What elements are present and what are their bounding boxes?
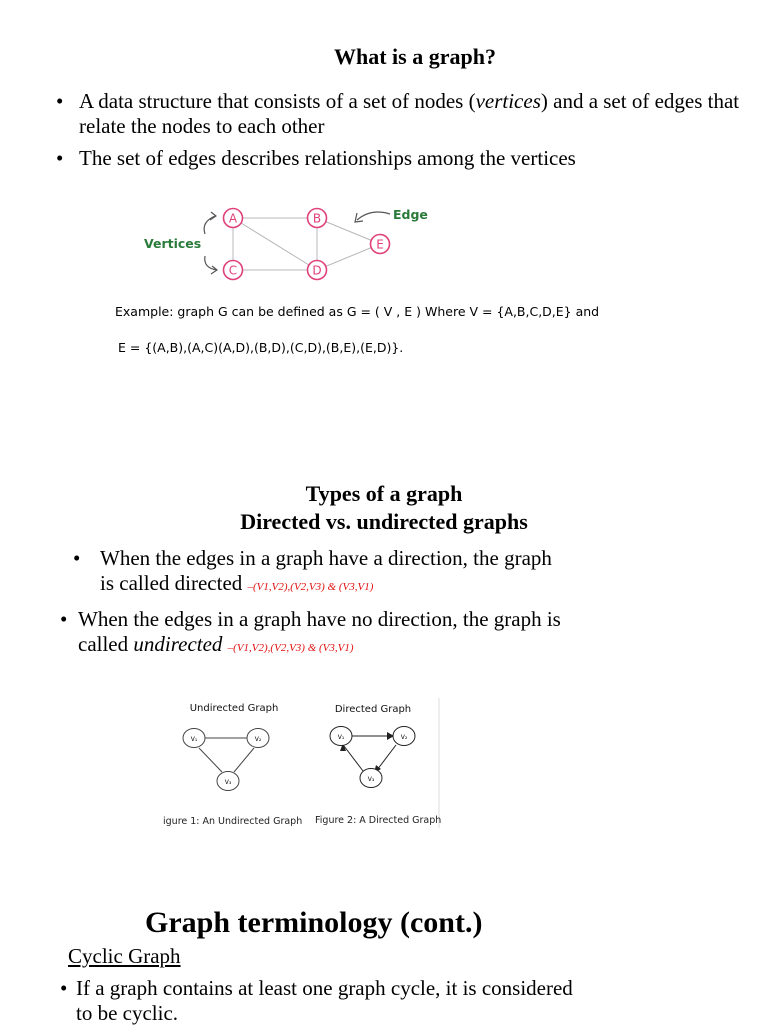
bullet-dot: • <box>60 607 68 631</box>
bullet-edges-text: The set of edges describes relationships among the vertices <box>79 146 576 170</box>
undirected-graph-title: Undirected Graph <box>189 703 279 714</box>
d-edge-v3-v1 <box>344 746 363 771</box>
arrowhead-icon <box>210 212 216 220</box>
bullet-undirected-pre: called <box>78 632 129 656</box>
svg-text:V₃: V₃ <box>367 776 375 783</box>
bullet-definition-italic: vertices <box>475 89 541 113</box>
bullet-dot: • <box>56 89 64 113</box>
u-node-v1 <box>183 729 205 748</box>
bullet-dot: • <box>60 976 68 1000</box>
svg-text:B: B <box>312 211 322 226</box>
node-c <box>224 261 243 280</box>
example-definition-line2: E = {(A,B),(A,C)(A,D),(B,D),(C,D),(B,E),(E,D)}. <box>118 340 404 355</box>
svg-text:V₁: V₁ <box>190 736 198 743</box>
u-edge-v1-v3 <box>199 748 222 772</box>
figure2-caption: Figure 2: A Directed Graph <box>315 815 442 826</box>
graph-edges <box>233 218 380 270</box>
svg-text:D: D <box>312 263 322 278</box>
bullet-directed-line2: is called directed <box>100 571 243 595</box>
d-node-v1 <box>330 727 352 746</box>
vertices-arrow-top <box>204 216 215 234</box>
d-node-v3 <box>360 769 382 788</box>
types-subtitle: Directed vs. undirected graphs <box>240 509 528 534</box>
figure1-caption: igure 1: An Undirected Graph <box>163 816 303 827</box>
bullet-undirected-italic: undirected <box>133 632 223 656</box>
bullet-dot: • <box>73 546 81 570</box>
node-a <box>224 209 243 228</box>
edge-a-d <box>233 218 317 270</box>
bullet-undirected <box>60 607 638 661</box>
svg-text:V₂: V₂ <box>400 734 408 741</box>
svg-text:E: E <box>376 237 384 252</box>
node-b <box>308 209 327 228</box>
bullet-cyclic-line2: to be cyclic. <box>76 1001 179 1025</box>
svg-text:A: A <box>228 211 238 226</box>
bullet-definition-pre: A data structure that consists of a set of nodes ( <box>79 89 476 113</box>
directed-note: –(V1,V2),(V2,V3) & (V3,V1) <box>247 581 374 593</box>
edge-label: Edge <box>393 207 428 222</box>
svg-text:V₃: V₃ <box>224 779 232 786</box>
bullet-dot: • <box>56 146 64 170</box>
types-title: Types of a graph <box>305 481 463 506</box>
u-node-v3 <box>217 772 239 791</box>
bullet-cyclic-line1: If a graph contains at least one graph cycle, it is considered <box>76 976 573 1000</box>
arrowhead-icon <box>355 213 363 222</box>
directed-graph-title: Directed Graph <box>334 704 412 715</box>
node-e <box>371 235 390 254</box>
u-node-v2 <box>247 729 269 748</box>
bullet-edges-relationships <box>56 146 759 171</box>
u-edge-v2-v3 <box>234 748 254 772</box>
svg-text:C: C <box>228 263 238 278</box>
svg-text:V₂: V₂ <box>254 736 262 743</box>
d-edge-v2-v3 <box>377 745 396 770</box>
bullet-directed <box>73 546 620 600</box>
example-definition-line1: Example: graph G can be defined as G = ( V , E ) Where V = {A,B,C,D,E} and <box>115 304 600 319</box>
vertices-label: Vertices <box>144 236 202 251</box>
graph-diagram-abcde <box>135 196 445 288</box>
undirected-note: –(V1,V2),(V2,V3) & (V3,V1) <box>227 642 354 654</box>
bullet-definition-post: ) and a set of edges that relate the nodes to each other <box>79 89 740 138</box>
svg-text:V₁: V₁ <box>337 734 345 741</box>
bullet-definition <box>56 89 759 139</box>
section-title-types <box>0 480 768 536</box>
bullet-undirected-line1: When the edges in a graph have no direction, the graph is <box>78 607 561 631</box>
section-title-what-is-graph: What is a graph? <box>334 44 496 69</box>
node-d <box>308 261 327 280</box>
cyclic-graph-heading: Cyclic Graph <box>68 944 181 968</box>
bullet-directed-line1: When the edges in a graph have a direction, the graph <box>100 546 552 570</box>
section-title-terminology: Graph terminology (cont.) <box>145 906 483 939</box>
edge-arrow <box>357 212 390 220</box>
d-node-v2 <box>393 727 415 746</box>
figure-directed-undirected <box>160 696 442 830</box>
bullet-cyclic <box>60 976 636 1026</box>
